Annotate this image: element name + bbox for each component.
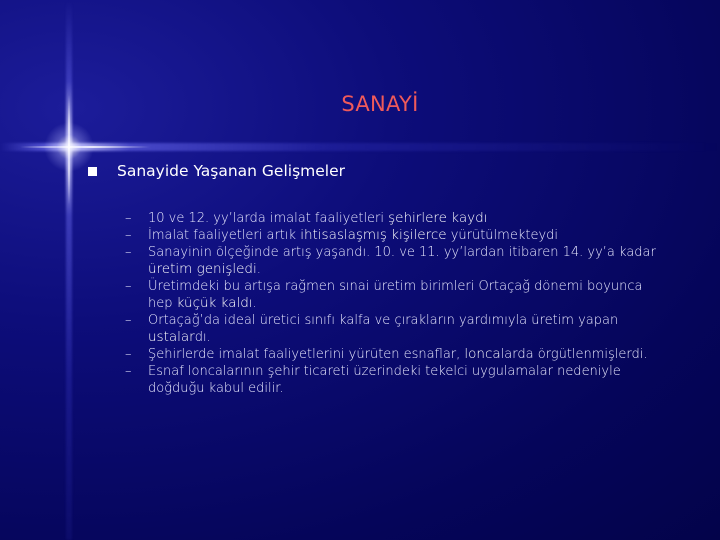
item-emphasis: lonca xyxy=(464,346,501,362)
item-emphasis: küçük kaldı xyxy=(176,295,253,311)
dash-bullet-icon: – xyxy=(125,364,132,379)
list-item xyxy=(125,227,665,244)
dash-bullet-icon: – xyxy=(125,211,132,226)
item-text: Esnaf loncalarının şehir ticareti üzerindeki tekelci uygulamalar nedeniyle doğduğu kabul edilir. xyxy=(148,364,621,396)
item-text: Sanayinin ölçeğinde artış yaşandı. 10. ve 11. yy’lardan itibaren 14. yy’a kadar xyxy=(148,245,656,260)
item-text: Şehirlerde imalat faaliyetlerini yürüten esnaflar, xyxy=(148,347,465,362)
dash-bullet-icon: – xyxy=(125,313,132,328)
slide-title: SANAYİ xyxy=(341,92,419,116)
item-text: 10 ve 12. yy’larda imalat faaliyetleri xyxy=(148,211,389,226)
dash-bullet-icon: – xyxy=(125,228,132,243)
item-text-end: larda örgütlenmişlerdi. xyxy=(500,347,648,362)
item-text: Üretimdeki bu artışa rağmen sınai üretim birimleri Ortaçağ dönemi boyunca hep xyxy=(148,279,643,311)
item-text-end: . xyxy=(256,262,261,277)
item-emphasis: üretim genişledi xyxy=(148,261,257,277)
list-item xyxy=(125,363,665,397)
list-item xyxy=(125,278,665,312)
list-item xyxy=(125,210,665,227)
dash-bullet-icon: – xyxy=(125,279,132,294)
section-heading: Sanayide Yaşanan Gelişmeler xyxy=(117,162,346,180)
item-emphasis: ihtisaslaşmış kişilerce xyxy=(300,227,447,243)
light-flare-vertical xyxy=(66,0,72,540)
dash-bullet-icon: – xyxy=(125,245,132,260)
list-item xyxy=(125,244,665,278)
item-emphasis: ustalar xyxy=(148,329,195,345)
item-text: Ortaçağ’da ideal üretici sınıfı kalfa ve çırakların yardımıyla üretim yapan xyxy=(148,313,619,328)
item-text-end: dı. xyxy=(194,330,211,345)
bullet-list xyxy=(125,210,665,397)
item-text-end: yürütülmekteydi xyxy=(446,228,559,243)
item-text-end: . xyxy=(252,296,257,311)
square-bullet-icon xyxy=(88,167,97,176)
list-item xyxy=(125,346,665,363)
dash-bullet-icon: – xyxy=(125,347,132,362)
list-item xyxy=(125,312,665,346)
item-emphasis: şehirlere kaydı xyxy=(388,210,488,226)
item-text: İmalat faaliyetleri artık xyxy=(148,228,301,243)
light-flare-glow xyxy=(44,122,94,172)
